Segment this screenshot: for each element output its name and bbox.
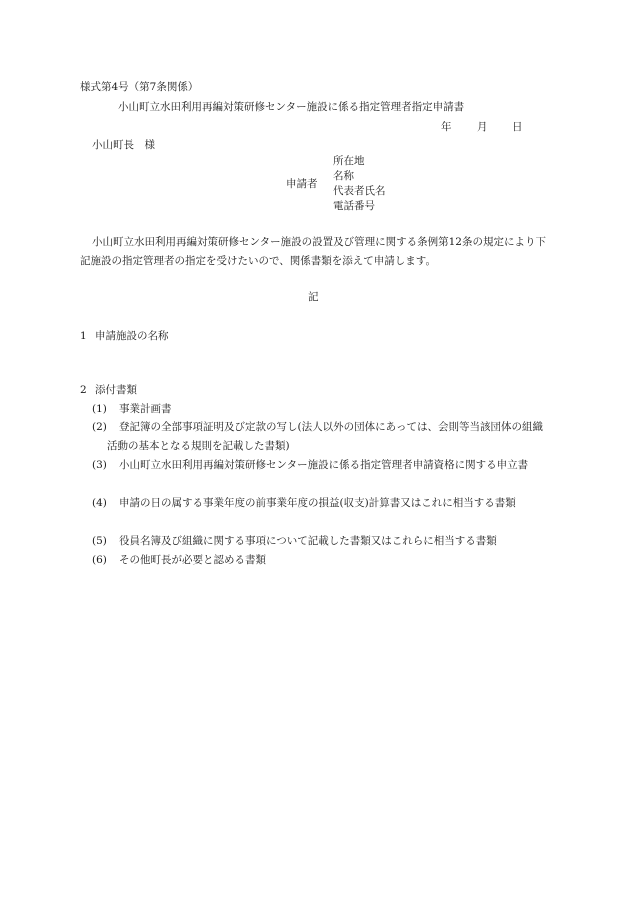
date-year-label: 年: [441, 121, 452, 133]
ki-heading: 記: [308, 291, 319, 303]
form-number: 様式第4号（第7条関係）: [80, 81, 199, 93]
attachment-item-text: 申請の日の属する事業年度の前事業年度の損益(収支)計算書又はこれに相当する書類: [119, 497, 516, 509]
section-1-label: 申請施設の名称: [95, 330, 169, 342]
attachment-item-number: (5): [92, 535, 107, 547]
date-day-label: 日: [512, 121, 523, 133]
attachment-item-number: (2): [92, 421, 107, 433]
applicant-field-address: 所在地: [333, 155, 365, 167]
attachment-item-number: (1): [92, 403, 107, 415]
attachment-item-text: 登記簿の全部事項証明及び定款の写し(法人以外の団体にあっては、会則等当該団体の組織活動の基本となる規則を記載した書類): [107, 421, 543, 452]
attachment-item-number: (4): [92, 497, 107, 509]
date-month-label: 月: [477, 121, 488, 133]
attachment-item-text: 事業計画書: [119, 403, 172, 415]
attachment-item-number: (6): [92, 554, 107, 566]
applicant-label: 申請者: [286, 178, 318, 190]
applicant-field-phone: 電話番号: [333, 200, 375, 212]
section-2-number: 2: [80, 384, 87, 396]
applicant-field-representative: 代表者氏名: [333, 185, 386, 197]
addressee: 小山町長 様: [92, 139, 155, 151]
applicant-field-name: 名称: [333, 170, 354, 182]
attachment-item-text: その他町長が必要と認める書類: [119, 554, 266, 566]
attachment-item-text: 役員名簿及び組織に関する事項について記載した書類又はこれらに相当する書類: [119, 535, 497, 547]
body-paragraph: 小山町立水田利用再編対策研修センター施設の設置及び管理に関する条例第12条の規定により下記施設の指定管理者の指定を受けたいので、関係書類を添えて申請します。: [80, 236, 546, 267]
attachment-item-number: (3): [92, 459, 107, 471]
section-2-label: 添付書類: [95, 384, 137, 396]
document-title: 小山町立水田利用再編対策研修センター施設に係る指定管理者指定申請書: [118, 101, 465, 113]
attachment-item-text: 小山町立水田利用再編対策研修センター施設に係る指定管理者申請資格に関する申立書: [119, 459, 529, 471]
section-1-number: 1: [80, 330, 87, 342]
